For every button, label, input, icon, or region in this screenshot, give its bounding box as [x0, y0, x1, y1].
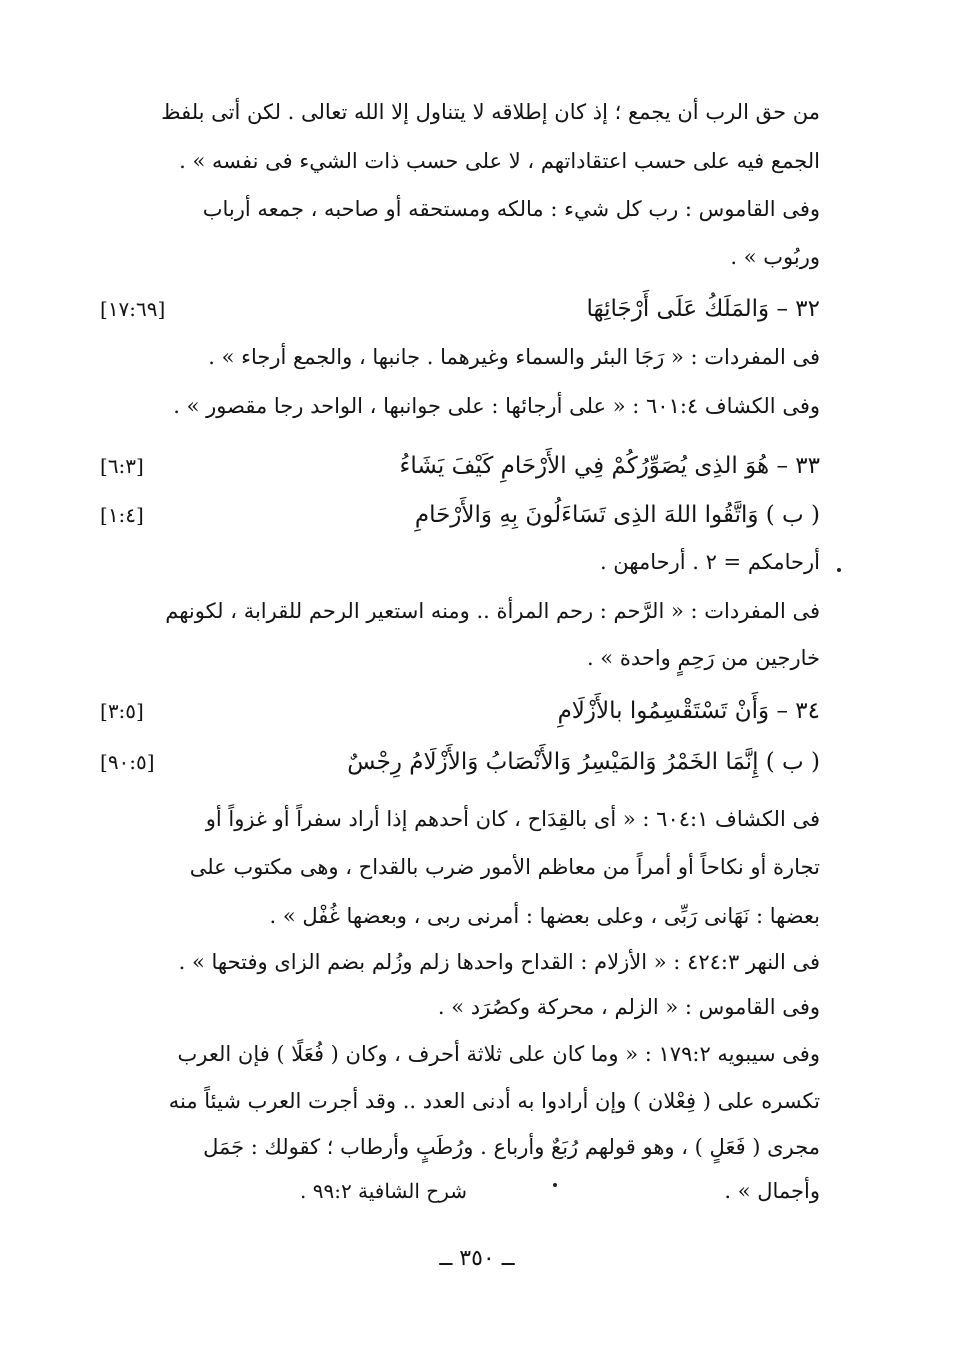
verse-text: ٣٢ – وَالمَلَكُ عَلَى أَرْجَائِهَا	[586, 296, 820, 322]
text-line-1: من حق الرب أن يجمع ؛ إذ كان إطلاقه لا يتناول إلا الله تعالى . لكن أتى بلفظ	[161, 100, 820, 124]
text-line-6: وفى الكشاف ٦٠١:٤ : « على أرجائها : على جوانبها ، الواحد رجا مقصور » .	[173, 394, 820, 418]
text-line-3: وفى القاموس : رب كل شيء : مالكه ومستحقه أو صاحبه ، جمعه أرباب	[202, 197, 820, 221]
text-line-9: خارجين من رَحِمٍ واحدة » .	[586, 646, 820, 670]
verse-text: ٣٣ – هُوَ الذِى يُصَوِّرُكُمْ فِي الأَرْحَامِ كَيْفَ يَشَاءُ	[399, 453, 820, 479]
text-line-18: وأجمال » .	[724, 1179, 820, 1203]
side-reference: شرح الشافية ٩٩:٢ .	[300, 1179, 468, 1203]
verse-reference: [٣:٥]	[100, 699, 144, 723]
page-number: ــ ٣٥٠ ــ	[439, 1246, 515, 1271]
text-line-17: مجرى ( فَعَلٍ ) ، وهو قولهم رُبَعٌ وأرباع . ورُطَبٍ وأرطاب ؛ كقولك : جَمَل	[203, 1135, 820, 1159]
text-line-14: وفى القاموس : « الزلم ، محركة وكصُرَد » .	[437, 995, 820, 1019]
verse-text: ( ب ) إِنَّمَا الخَمْرُ وَالمَيْسِرُ وَالأَنْصَابُ وَالأَزْلَامُ رِجْسٌ	[347, 749, 820, 775]
verse-reference: [١٧:٦٩]	[100, 297, 166, 321]
verse-reference: [٦:٣]	[100, 454, 144, 478]
text-line-4: وربُوب » .	[730, 245, 820, 269]
text-line-10: فى الكشاف ٦٠٤:١ : « أى بالقِدَاح ، كان أحدهم إذا أراد سفراً أو غزواً أو	[205, 807, 820, 831]
verse-33-b	[100, 496, 820, 534]
ink-dot	[553, 1183, 557, 1187]
verse-33	[100, 447, 820, 485]
text-line-16: تكسره على ( فِعْلان ) وإن أرادوا به أدنى العدد .. وقد أجرت العرب شيئاً منه	[168, 1089, 820, 1113]
verse-34-b	[100, 743, 820, 781]
text-line-13: فى النهر ٤٢٤:٣ : « الأزلام : القداح واحدها زلم وزُلم بضم الزاى وفتحها » .	[178, 950, 820, 974]
ink-dot	[837, 568, 841, 572]
text-line-2: الجمع فيه على حسب اعتقاداتهم ، لا على حسب ذات الشيء فى نفسه » .	[179, 149, 820, 173]
text-line-12: بعضها : نَهَانى رَبِّى ، وعلى بعضها : أمرنى ربى ، وبعضها غُفْل » .	[269, 904, 820, 928]
text-line-11: تجارة أو نكاحاً أو أمراً من معاظم الأمور ضرب بالقداح ، وهى مكتوب على	[189, 855, 820, 879]
text-line-5: فى المفردات : « رَجَا البئر والسماء وغيرهما . جانبها ، والجمع أرجاء » .	[208, 345, 820, 369]
verse-reference: [٩٠:٥]	[100, 750, 155, 774]
verse-text: ( ب ) وَاتَّقُوا اللهَ الذِى تَسَاءَلُونَ بِهِ وَالأَرْحَامِ	[414, 502, 820, 528]
verse-reference: [١:٤]	[100, 503, 144, 527]
verse-32	[100, 290, 820, 328]
verse-34	[100, 692, 820, 730]
text-line-7: أرحامكم = ٢ . أرحامهن .	[599, 550, 820, 574]
text-line-15: وفى سيبويه ١٧٩:٢ : « وما كان على ثلاثة أحرف ، وكان ( فُعَلًا ) فإن العرب	[177, 1042, 820, 1066]
verse-text: ٣٤ – وَأَنْ تَسْتَقْسِمُوا بالأَزْلَامِ	[557, 698, 820, 724]
text-line-8: فى المفردات : « الرَّحم : رحم المرأة .. ومنه استعير الرحم للقرابة ، لكونهم	[165, 599, 820, 623]
